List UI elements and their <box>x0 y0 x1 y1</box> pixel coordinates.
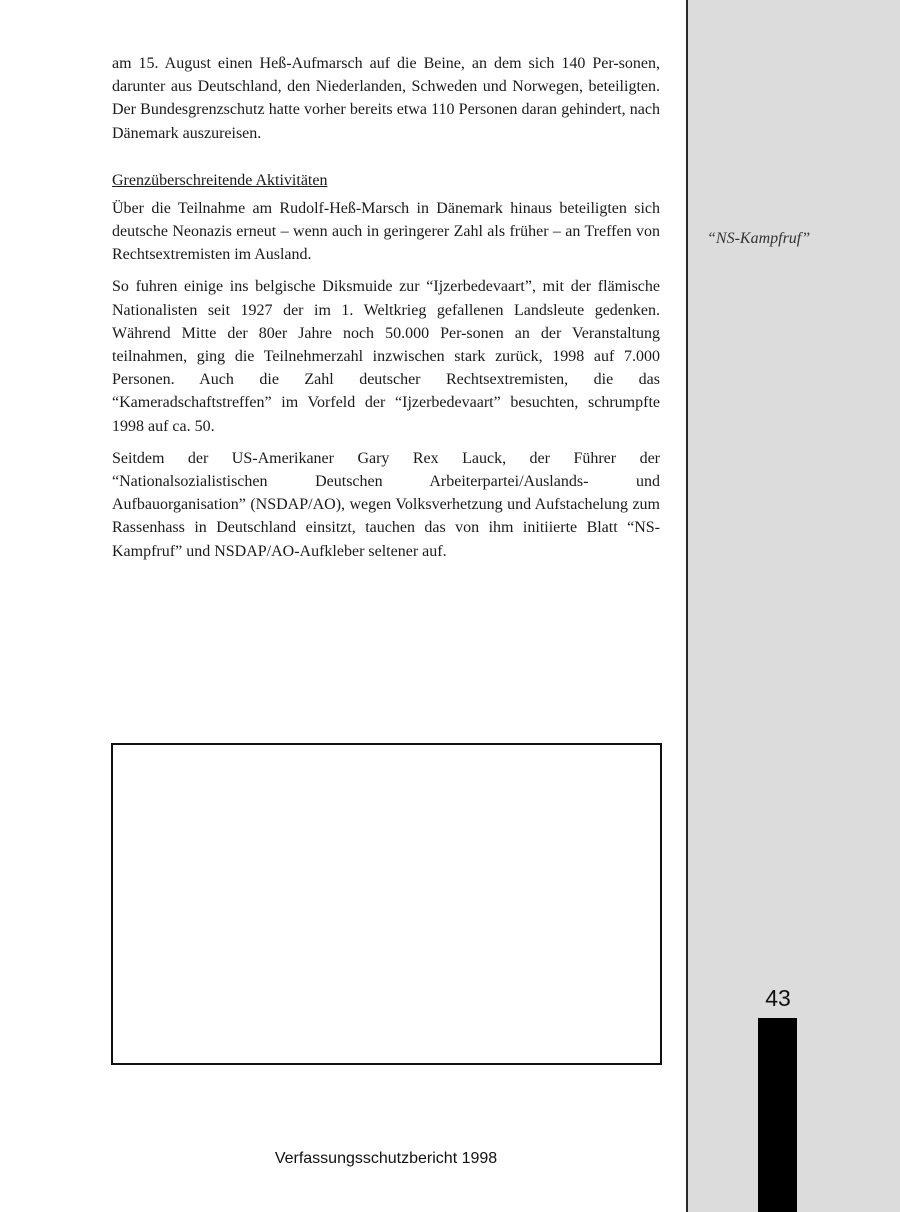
image-frame <box>111 743 662 1065</box>
section-heading: Grenzüberschreitende Aktivitäten <box>112 171 328 189</box>
paragraph-4: Seitdem der US-Amerikaner Gary Rex Lauck, der Führer der “Nationalsozialistischen Deutschen Arbeiterpartei/Auslands- und Aufbauorganisation” (NSDAP/AO), wegen Volksverhetzung und Aufstachelung zum Rassenhass in Deutschland einsitzt, tauchen das von ihm initiierte Blatt “NS-Kampfruf” und NSDAP/AO-Aufkleber seltener auf. <box>112 449 660 560</box>
page-number: 43 <box>765 985 791 1011</box>
page-footer: Verfassungsschutzbericht 1998 <box>274 1150 498 1167</box>
paragraph-1: am 15. August einen Heß-Aufmarsch auf die Beine, an dem sich 140 Per-sonen, darunter aus Deutschland, den Niederlanden, Schweden und Norwegen, beteiligten. Der Bundesgrenzschutz hatte vorher bereits etwa 110 Personen daran gehindert, nach Dänemark auszureisen. <box>112 55 660 142</box>
main-text-column <box>112 52 660 572</box>
page-tab-marker <box>758 1018 797 1212</box>
paragraph-3: So fuhren einige ins belgische Diksmuide zur “Ijzerbedevaart”, mit der flämische Nationalisten seit 1927 der im 1. Weltkrieg gefallenen Landsleute gedenken. Während Mitte der 80er Jahre noch 50.000 Per-sonen an der Veranstaltung teilnahmen, ging die Teilnehmerzahl inzwischen stark zurück, 1998 auf 7.000 Personen. Auch die Zahl deutscher Rechtsextremisten, die das “Kameradschaftstreffen” im Vorfeld der “Ijzerbedevaart” besuchten, schrumpfte 1998 auf ca. 50. <box>112 278 660 435</box>
paragraph-2: Über die Teilnahme am Rudolf-Heß-Marsch in Dänemark hinaus beteiligten sich deutsche Neonazis erneut – wenn auch in geringerer Zahl als früher – an Treffen von Rechtsextremisten im Ausland. <box>112 199 660 264</box>
margin-note: “NS-Kampfruf” <box>707 230 811 247</box>
